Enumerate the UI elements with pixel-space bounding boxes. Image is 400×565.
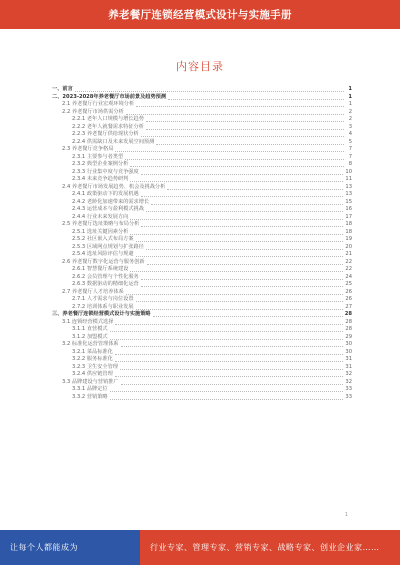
toc-entry[interactable] <box>52 206 352 214</box>
toc-entry-page: 27 <box>345 303 352 310</box>
toc-entry-page: 31 <box>345 363 352 370</box>
toc-entry[interactable] <box>52 221 352 229</box>
toc-entry[interactable] <box>52 236 352 244</box>
table-of-contents <box>52 86 352 401</box>
toc-entry[interactable] <box>52 101 352 109</box>
toc-leader-dots <box>167 185 343 190</box>
toc-entry-label: 2.7 养老餐厅人才培养体系 <box>62 288 124 295</box>
toc-leader-dots <box>156 140 344 145</box>
toc-leader-dots <box>75 87 344 92</box>
toc-entry-page: 32 <box>345 371 352 377</box>
toc-leader-dots <box>115 147 344 152</box>
toc-entry-label: 2.7.1 人才需求与岗位设置 <box>72 296 134 302</box>
toc-entry[interactable] <box>52 326 352 334</box>
toc-entry[interactable] <box>52 304 352 312</box>
toc-entry-page: 2 <box>348 108 352 115</box>
toc-leader-dots <box>136 237 344 242</box>
toc-entry-label: 2.4 养老餐厅市场发展趋势、机会及挑战分析 <box>62 183 166 190</box>
toc-entry-label: 2.5.3 区域网点规划与扩张路径 <box>72 243 144 250</box>
toc-leader-dots <box>120 365 343 370</box>
toc-entry-label: 2.4.1 政策驱动下的发展机遇 <box>72 191 139 197</box>
footer-slogan-right: 行业专家、管理专家、营销专家、战略专家、创业企业家…… <box>150 543 380 552</box>
toc-leader-dots <box>147 260 344 265</box>
toc-leader-dots <box>136 252 344 257</box>
toc-entry[interactable] <box>52 319 352 327</box>
toc-leader-dots <box>141 192 344 197</box>
toc-leader-dots <box>136 297 344 302</box>
toc-entry-page: 1 <box>348 86 352 92</box>
toc-entry-page: 33 <box>345 393 352 400</box>
toc-leader-dots <box>136 102 344 107</box>
toc-entry[interactable] <box>52 364 352 372</box>
toc-leader-dots <box>141 170 344 175</box>
toc-entry-page: 25 <box>345 281 352 287</box>
toc-entry-page: 18 <box>345 228 352 235</box>
toc-entry[interactable] <box>52 176 352 184</box>
toc-entry-label: 2.3.3 行业集中度与竞争强度 <box>72 168 139 175</box>
toc-entry-page: 22 <box>345 258 352 265</box>
toc-entry[interactable] <box>52 251 352 259</box>
toc-entry-label: 2.4.3 运营成本与盈利模式挑战 <box>72 206 144 212</box>
toc-entry-label: 3.2 标准化运营管理体系 <box>62 341 119 347</box>
toc-entry[interactable] <box>52 244 352 252</box>
toc-entry-label: 2.2 养老餐厅市场供需分析 <box>62 108 124 115</box>
toc-entry-page: 13 <box>345 191 352 197</box>
toc-leader-dots <box>115 320 343 325</box>
toc-entry-label: 2.2.3 养老餐厅供给现状分析 <box>72 131 139 137</box>
toc-entry[interactable] <box>52 191 352 199</box>
toc-leader-dots <box>110 395 344 400</box>
toc-leader-dots <box>146 245 343 250</box>
toc-entry-page: 5 <box>348 138 352 145</box>
toc-leader-dots <box>141 282 344 287</box>
toc-leader-dots <box>126 110 344 115</box>
toc-entry-page: 19 <box>345 236 352 242</box>
toc-entry-label: 2.5 养老餐厅选址策略与布局分析 <box>62 221 140 227</box>
toc-entry-label: 2.1 养老餐厅行业宏观环境分析 <box>62 101 135 107</box>
toc-entry-page: 26 <box>345 296 352 302</box>
toc-entry[interactable] <box>52 341 352 349</box>
toc-entry-page: 4 <box>348 131 352 137</box>
toc-entry-label: 3.2.3 卫生安全管理 <box>72 363 118 370</box>
toc-entry-label: 2.5.1 选址关键因素分析 <box>72 228 129 235</box>
toc-entry[interactable] <box>52 124 352 132</box>
toc-entry[interactable] <box>52 349 352 357</box>
toc-leader-dots <box>136 305 344 310</box>
toc-entry-label: 3.1.2 加盟模式 <box>72 333 108 340</box>
toc-entry-page: 21 <box>345 251 352 257</box>
toc-entry[interactable] <box>52 229 352 237</box>
toc-leader-dots <box>121 342 344 347</box>
toc-entry[interactable] <box>52 289 352 297</box>
toc-entry-label: 2.6.3 数据驱动的精细化运营 <box>72 281 139 287</box>
header-banner <box>0 0 400 29</box>
toc-leader-dots <box>130 215 343 220</box>
toc-entry-page: 18 <box>345 221 352 227</box>
toc-entry-label: 2.3.1 主要参与者类型 <box>72 153 124 160</box>
toc-entry-label: 3.1.1 直营模式 <box>72 326 108 332</box>
toc-entry[interactable] <box>52 161 352 169</box>
toc-entry-page: 2 <box>348 116 352 122</box>
toc-entry[interactable] <box>52 394 352 402</box>
toc-entry-label: 2.5.4 选址风险评估与规避 <box>72 251 134 257</box>
toc-leader-dots <box>130 162 344 167</box>
toc-entry-label: 2.3.4 未来竞争趋势研判 <box>72 176 129 182</box>
toc-leader-dots <box>110 335 344 340</box>
toc-leader-dots <box>130 267 343 272</box>
toc-leader-dots <box>130 230 343 235</box>
toc-entry-page: 13 <box>345 183 352 190</box>
toc-entry-page: 8 <box>348 161 352 167</box>
toc-entry[interactable] <box>52 86 352 94</box>
toc-entry[interactable] <box>52 154 352 162</box>
toc-entry[interactable] <box>52 266 352 274</box>
toc-entry-page: 30 <box>345 341 352 347</box>
toc-entry-page: 11 <box>345 176 352 182</box>
toc-entry[interactable] <box>52 371 352 379</box>
toc-entry-page: 31 <box>345 356 352 362</box>
toc-entry-label: 2.6.2 会员管理与个性化服务 <box>72 273 139 280</box>
toc-entry[interactable] <box>52 311 352 319</box>
toc-leader-dots <box>168 95 344 100</box>
toc-entry[interactable] <box>52 139 352 147</box>
toc-entry[interactable] <box>52 379 352 387</box>
toc-entry[interactable] <box>52 334 352 342</box>
toc-entry[interactable] <box>52 259 352 267</box>
toc-entry-page: 16 <box>345 206 352 212</box>
toc-entry[interactable] <box>52 296 352 304</box>
toc-leader-dots <box>126 290 344 295</box>
toc-leader-dots <box>151 200 343 205</box>
toc-leader-dots <box>110 327 344 332</box>
toc-entry-page: 28 <box>345 326 352 332</box>
toc-entry-label: 二、2023-2028年养老餐厅市场前景及趋势预测 <box>52 93 167 100</box>
toc-entry-page: 32 <box>345 378 352 385</box>
toc-leader-dots <box>153 312 343 317</box>
toc-entry[interactable] <box>52 184 352 192</box>
toc-entry[interactable] <box>52 116 352 124</box>
toc-entry-page: 20 <box>345 243 352 250</box>
toc-entry-page: 15 <box>345 198 352 205</box>
toc-entry-label: 2.2.1 老年人口规模与增长趋势 <box>72 116 144 122</box>
toc-entry-label: 2.6.1 智慧餐厅系统建设 <box>72 266 129 272</box>
toc-leader-dots <box>115 350 344 355</box>
toc-entry[interactable] <box>52 274 352 282</box>
toc-entry-label: 3.1 连锁经营模式选择 <box>62 318 114 325</box>
toc-entry-page: 1 <box>348 93 352 100</box>
toc-entry[interactable] <box>52 281 352 289</box>
toc-title: 内容目录 <box>176 60 224 73</box>
toc-entry-page: 33 <box>345 386 352 392</box>
toc-entry[interactable] <box>52 386 352 394</box>
toc-leader-dots <box>141 222 343 227</box>
toc-entry-label: 3.2.2 服务标准化 <box>72 356 113 362</box>
toc-entry-page: 28 <box>345 318 352 325</box>
footer-slogan-left: 让每个人都能成为 <box>10 543 78 552</box>
toc-entry-page: 17 <box>345 213 352 220</box>
toc-leader-dots <box>121 380 344 385</box>
footer-banner <box>0 530 400 565</box>
toc-leader-dots <box>141 132 344 137</box>
toc-leader-dots <box>141 275 344 280</box>
toc-entry[interactable] <box>52 146 352 154</box>
toc-leader-dots <box>115 372 344 377</box>
toc-entry-label: 3.3.2 营销策略 <box>72 393 108 400</box>
toc-entry-label: 3.2.4 供应链管理 <box>72 371 113 377</box>
toc-leader-dots <box>146 207 343 212</box>
toc-entry[interactable] <box>52 214 352 222</box>
toc-entry-page: 10 <box>345 168 352 175</box>
toc-leader-dots <box>146 125 344 130</box>
toc-entry-page: 30 <box>345 348 352 355</box>
toc-entry-page: 26 <box>345 288 352 295</box>
toc-leader-dots <box>146 117 344 122</box>
toc-entry-label: 一、前言 <box>52 86 73 92</box>
toc-entry-label: 2.2.4 供需缺口及未来发展空间预测 <box>72 138 155 145</box>
toc-leader-dots <box>115 357 344 362</box>
toc-leader-dots <box>125 155 344 160</box>
toc-entry-page: 29 <box>345 333 352 340</box>
toc-entry-page: 3 <box>348 123 352 130</box>
document-title: 养老餐厅连锁经营模式设计与实施手册 <box>108 9 292 21</box>
toc-entry-label: 2.2.2 老年人就餐需求特征分析 <box>72 123 144 130</box>
toc-entry-label: 2.3 养老餐厅竞争格局 <box>62 146 114 152</box>
toc-entry-label: 2.4.4 行业未来发展方向 <box>72 213 129 220</box>
toc-entry-page: 22 <box>345 266 352 272</box>
toc-entry-label: 2.6 养老餐厅数字化运营与服务创新 <box>62 258 145 265</box>
toc-entry[interactable] <box>52 169 352 177</box>
toc-entry-label: 2.5.2 社区嵌入式布局方案 <box>72 236 134 242</box>
toc-entry-page: 24 <box>345 273 352 280</box>
toc-entry-label: 2.4.2 老龄化加速带来的需求增长 <box>72 198 150 205</box>
toc-entry-label: 2.7.2 培训体系与职业发展 <box>72 303 134 310</box>
toc-entry[interactable] <box>52 131 352 139</box>
toc-entry-page: 28 <box>344 311 352 317</box>
toc-entry[interactable] <box>52 109 352 117</box>
toc-entry[interactable] <box>52 94 352 102</box>
toc-entry[interactable] <box>52 356 352 364</box>
toc-entry-label: 2.3.2 典型企业案例分析 <box>72 161 129 167</box>
toc-entry-page: 7 <box>348 146 352 152</box>
toc-leader-dots <box>130 177 343 182</box>
toc-entry-label: 三、养老餐厅连锁经营模式设计与实施策略 <box>52 311 151 317</box>
toc-entry[interactable] <box>52 199 352 207</box>
toc-entry-label: 3.2.1 菜品标准化 <box>72 348 113 355</box>
toc-leader-dots <box>110 387 344 392</box>
toc-entry-page: 7 <box>348 153 352 160</box>
page-number: 1 <box>344 512 348 518</box>
toc-entry-page: 1 <box>348 101 352 107</box>
toc-entry-label: 3.3 品牌建设与营销推广 <box>62 378 119 385</box>
toc-entry-label: 3.3.1 品牌定位 <box>72 386 108 392</box>
